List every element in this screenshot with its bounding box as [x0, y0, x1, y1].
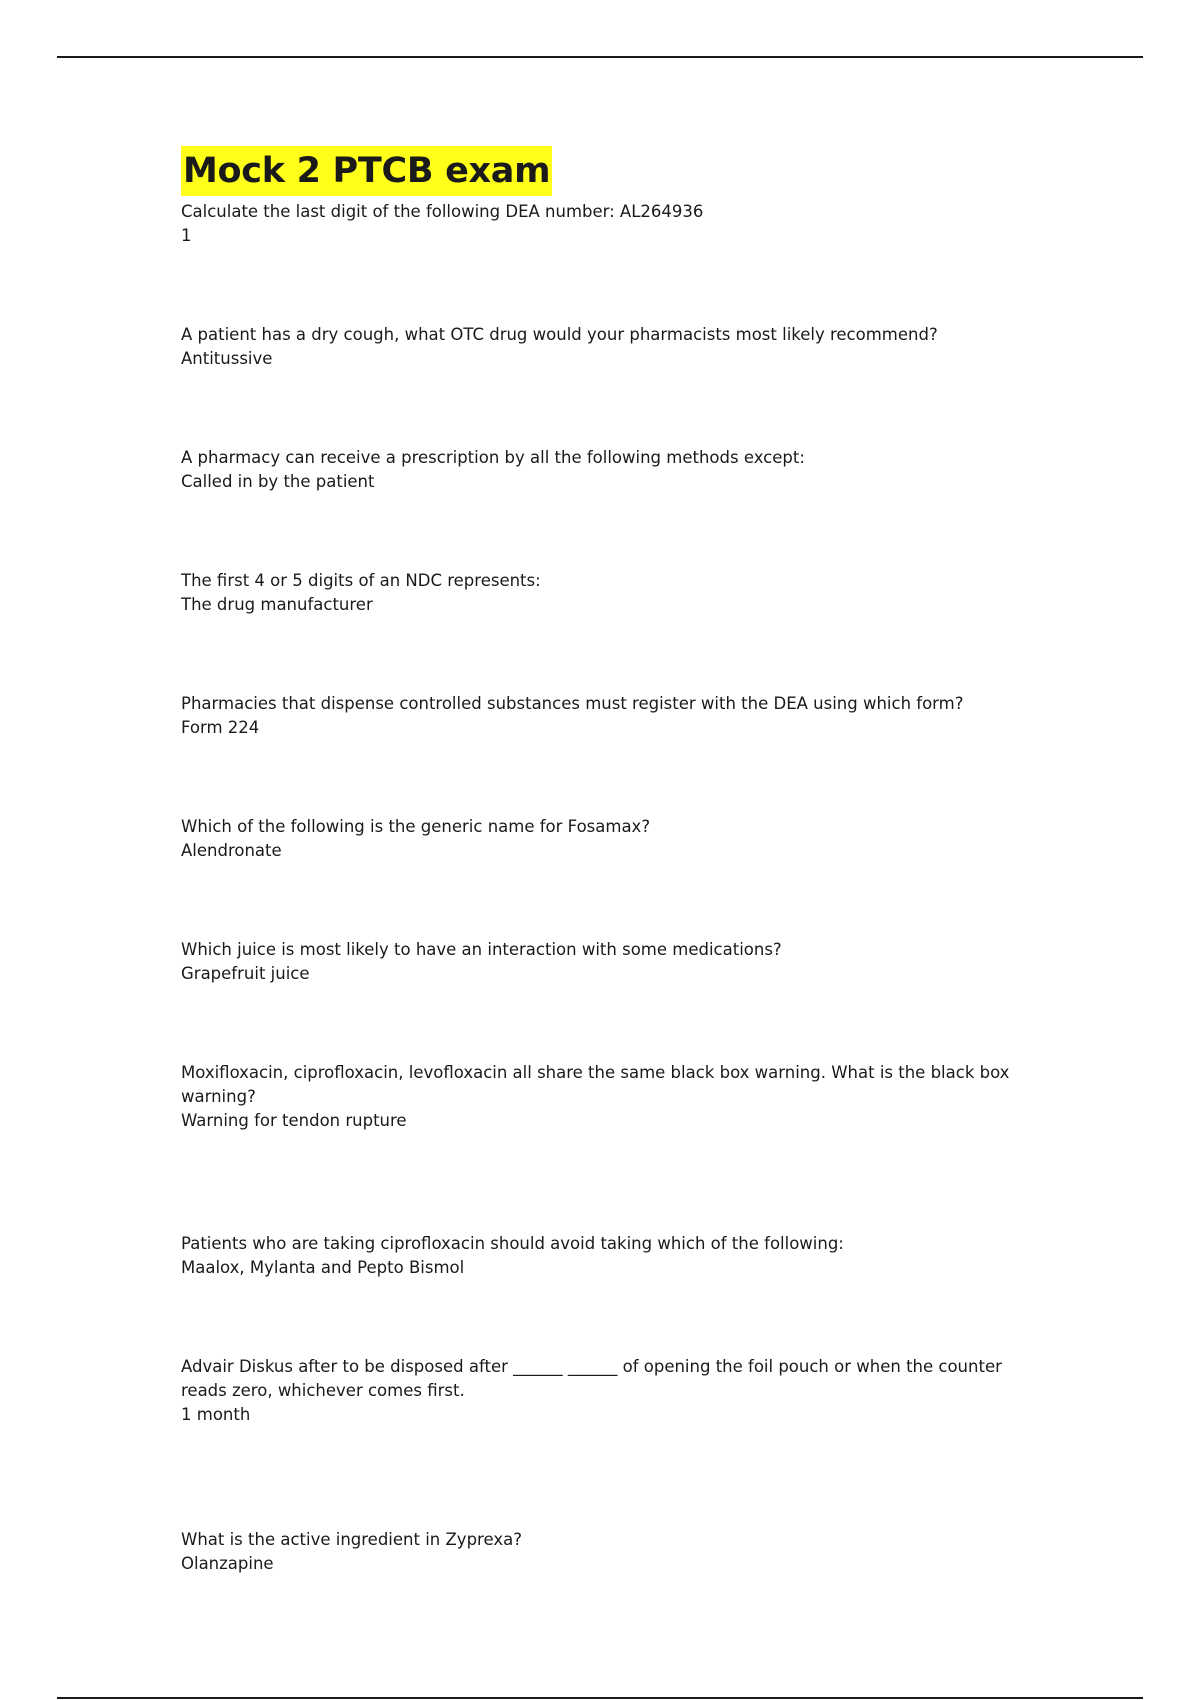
answer-text: Warning for tendon rupture [181, 1111, 407, 1130]
question-text: A pharmacy can receive a prescription by all the following methods except: [181, 448, 805, 467]
question-item [181, 938, 1011, 986]
question-item [181, 200, 1011, 248]
document-body [181, 146, 1011, 1576]
question-text: What is the active ingredient in Zyprexa? [181, 1530, 522, 1549]
header-rule [57, 56, 1143, 58]
question-text: A patient has a dry cough, what OTC drug would your pharmacists most likely recommend? [181, 325, 938, 344]
answer-text: Olanzapine [181, 1554, 274, 1573]
footer-rule [57, 1697, 1143, 1699]
answer-text: 1 month [181, 1405, 251, 1424]
answer-text: Antitussive [181, 349, 273, 368]
answer-text: Form 224 [181, 718, 260, 737]
question-item [181, 1355, 1011, 1427]
question-text: The first 4 or 5 digits of an NDC represents: [181, 571, 541, 590]
question-item [181, 1061, 1011, 1133]
answer-text: Maalox, Mylanta and Pepto Bismol [181, 1258, 465, 1277]
question-item [181, 446, 1011, 494]
question-text: Calculate the last digit of the following DEA number: AL264936 [181, 202, 704, 221]
document-title: Mock 2 PTCB exam [181, 146, 552, 196]
question-item [181, 1528, 1011, 1576]
question-text: Which juice is most likely to have an interaction with some medications? [181, 940, 782, 959]
question-item [181, 692, 1011, 740]
question-text: Which of the following is the generic name for Fosamax? [181, 817, 651, 836]
answer-text: The drug manufacturer [181, 595, 373, 614]
answer-text: 1 [181, 226, 192, 245]
answer-text: Alendronate [181, 841, 282, 860]
question-item [181, 569, 1011, 617]
answer-text: Grapefruit juice [181, 964, 310, 983]
question-text: Patients who are taking ciprofloxacin should avoid taking which of the following: [181, 1234, 844, 1253]
question-item [181, 815, 1011, 863]
question-text: Advair Diskus after to be disposed after ______ ______ of opening the foil pouch or when the counter reads zero, whichever comes first. [181, 1357, 1002, 1400]
question-list [181, 200, 1011, 1576]
question-text: Moxifloxacin, ciprofloxacin, levofloxacin all share the same black box warning. What is the black box warning? [181, 1063, 1010, 1106]
question-item [181, 1232, 1011, 1280]
question-item [181, 323, 1011, 371]
question-text: Pharmacies that dispense controlled substances must register with the DEA using which form? [181, 694, 964, 713]
answer-text: Called in by the patient [181, 472, 375, 491]
